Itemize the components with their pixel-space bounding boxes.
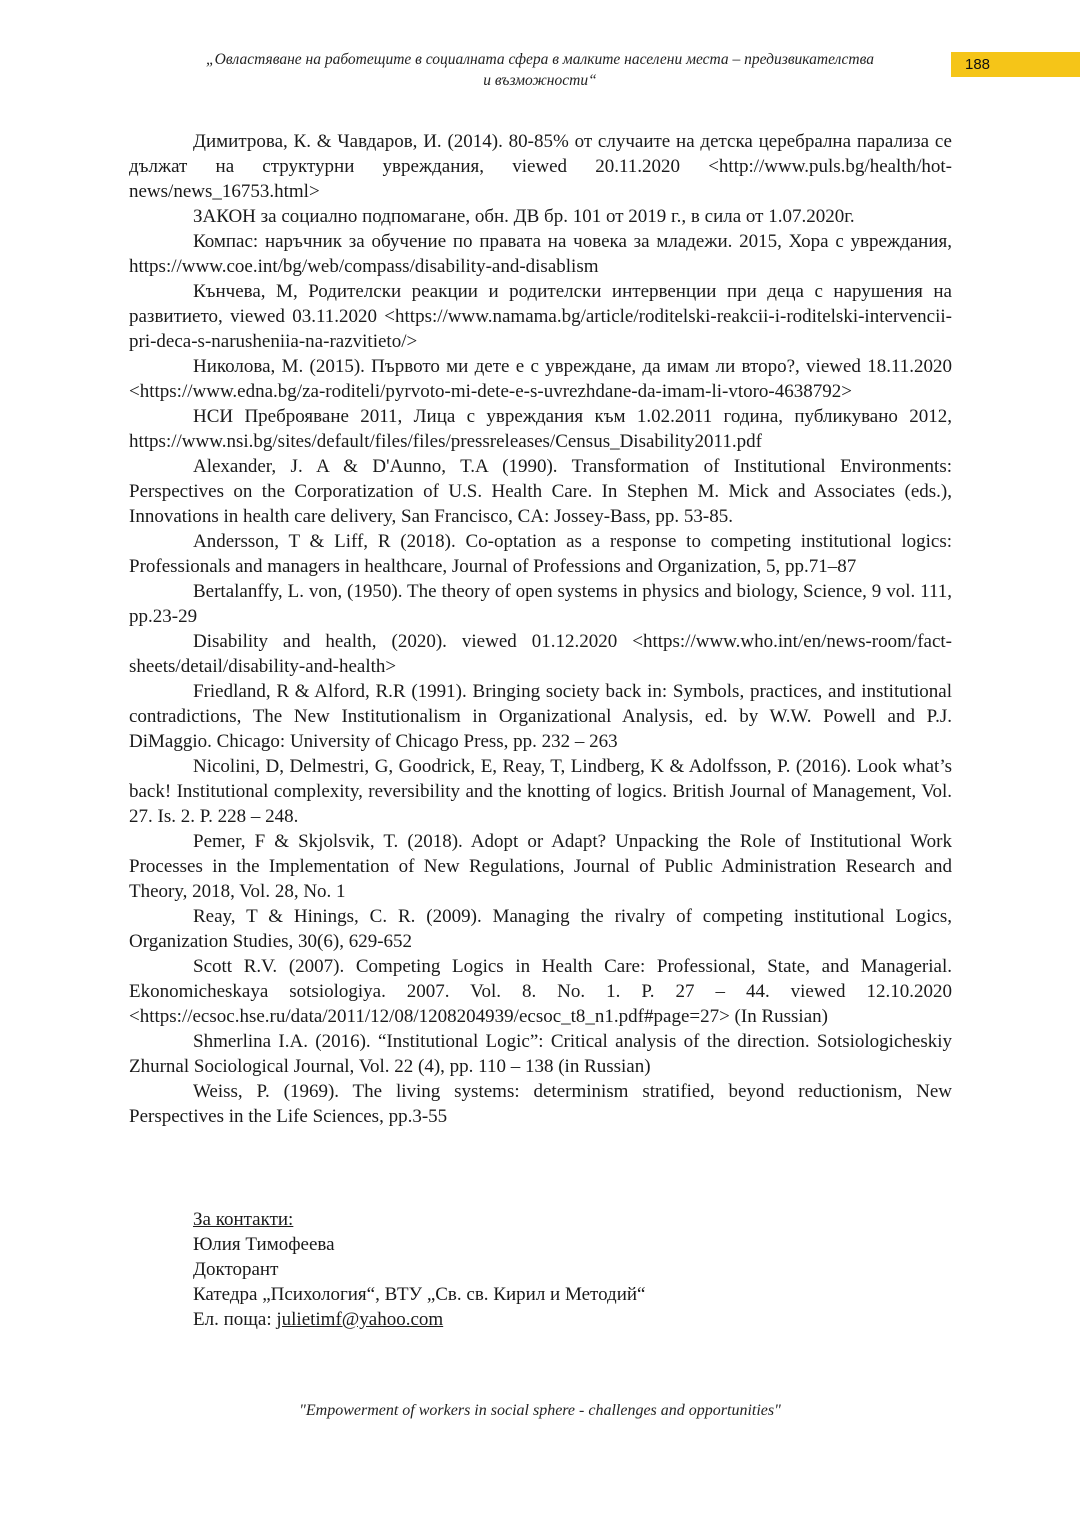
reference-entry: Bertalanffy, L. von, (1950). The theory of open systems in physics and biology, Science, 9 vol. 111, pp.23-29 [129,581,952,627]
contacts-heading: За контакти: [193,1209,294,1230]
reference-entry: Alexander, J. A & D'Aunno, T.A (1990). Transformation of Institutional Environments: Perspectives on the Corporatization of U.S. Health Care. In Stephen M. Mick and Associates (eds.), Innovations in health care delivery, San Francisco, CA: Jossey-Bass, pp. 53-85. [129,456,952,527]
reference-entry: Димитрова, К. & Чавдаров, И. (2014). 80-85% от случаите на детска церебрална парализа се дължат на структурни увреждания, viewed 20.11.2020 <http://www.puls.bg/health/hot-news/news_16753.html> [129,131,952,202]
reference-entry: Компас: наръчник за обучение по правата на човека за младежи. 2015, Хора с увреждания, https://www.coe.int/bg/web/compass/disability-and-disablism [129,231,952,277]
reference-entry: Disability and health, (2020). viewed 01.12.2020 <https://www.who.int/en/news-room/fact-sheets/detail/disability-and-health> [129,631,952,677]
header-title-line-1: „Овластяване на работещите в социалната сфера в малките населени места – предизвикателства [206,51,874,68]
contact-email-line [193,1307,645,1332]
reference-entry: Weiss, P. (1969). The living systems: determinism stratified, beyond reductionism, New Perspectives in the Life Sciences, pp.3-55 [129,1081,952,1127]
reference-entry: НСИ Преброяване 2011, Лица с увреждания към 1.02.2011 година, публикувано 2012, https://www.nsi.bg/sites/default/files/files/pressreleases/Census_Disability2011.pdf [129,406,952,452]
header-title-line-2: и възможности“ [483,72,597,89]
reference-entry: Shmerlina I.A. (2016). “Institutional Logic”: Critical analysis of the direction. Sotsiologicheskiy Zhurnal Sociological Journal, Vol. 22 (4), pp. 110 – 138 (in Russian) [129,1031,952,1077]
reference-entry: ЗАКОН за социално подпомагане, обн. ДВ бр. 101 от 2019 г., в сила от 1.07.2020г. [193,206,855,227]
page-number-badge: 188 [951,52,1080,77]
reference-list [129,129,952,1129]
running-footer: "Empowerment of workers in social sphere - challenges and opportunities" [299,1402,781,1419]
reference-entry: Scott R.V. (2007). Competing Logics in Health Care: Professional, State, and Managerial. Ekonomicheskaya sotsiologiya. 2007. Vol. 8. No. 1. P. 27 – 44. viewed 12.10.2020 <https://ecsoc.hse.ru/data/2011/12/08/1208204939/ecsoc_t8_n1.pdf#page=27> (In Russian) [129,956,952,1027]
email-label: Ел. поща: [193,1309,277,1330]
contact-block [193,1207,645,1332]
contact-department: Катедра „Психология“, ВТУ „Св. св. Кирил и Методий“ [193,1284,646,1305]
reference-entry: Reay, T & Hinings, C. R. (2009). Managing the rivalry of competing institutional Logics, Organization Studies, 30(6), 629-652 [129,906,952,952]
contact-position: Докторант [193,1259,279,1280]
reference-entry: Nicolini, D, Delmestri, G, Goodrick, E, Reay, T, Lindberg, K & Adolfsson, P. (2016). Look what’s back! Institutional complexity, reversibility and the knotting of logics. British Journal of Management, Vol. 27. Is. 2. P. 228 – 248. [129,756,952,827]
reference-entry: Pemer, F & Skjolsvik, T. (2018). Adopt or Adapt? Unpacking the Role of Institutional Work Processes in the Implementation of New Regulations, Journal of Public Administration Research and Theory, 2018, Vol. 28, No. 1 [129,831,952,902]
reference-entry: Николова, М. (2015). Първото ми дете е с увреждане, да имам ли второ?, viewed 18.11.2020 <https://www.edna.bg/za-roditeli/pyrvoto-mi-dete-e-s-uvrezhdane-da-imam-li-vtoro-4638792> [129,356,952,402]
contact-name: Юлия Тимофеева [193,1234,335,1255]
reference-entry: Friedland, R & Alford, R.R (1991). Bringing society back in: Symbols, practices, and institutional contradictions, The New Institutionalism in Organizational Analysis, ed. by W.W. Powell and P.J. DiMaggio. Chicago: University of Chicago Press, pp. 232 – 263 [129,681,952,752]
reference-entry: Кънчева, М, Родителски реакции и родителски интервенции при деца с нарушения на развитието, viewed 03.11.2020 <https://www.namama.bg/article/roditelski-reakcii-i-roditelski-intervencii-pri-deca-s-narusheniia-na-razvitieto/> [129,281,952,352]
reference-entry: Andersson, T & Liff, R (2018). Co-optation as a response to competing institutional logics: Professionals and managers in healthcare, Journal of Professions and Organization, 5, pp.71–87 [129,531,952,577]
running-header [120,49,960,91]
email-link[interactable]: julietimf@yahoo.com [276,1309,444,1330]
